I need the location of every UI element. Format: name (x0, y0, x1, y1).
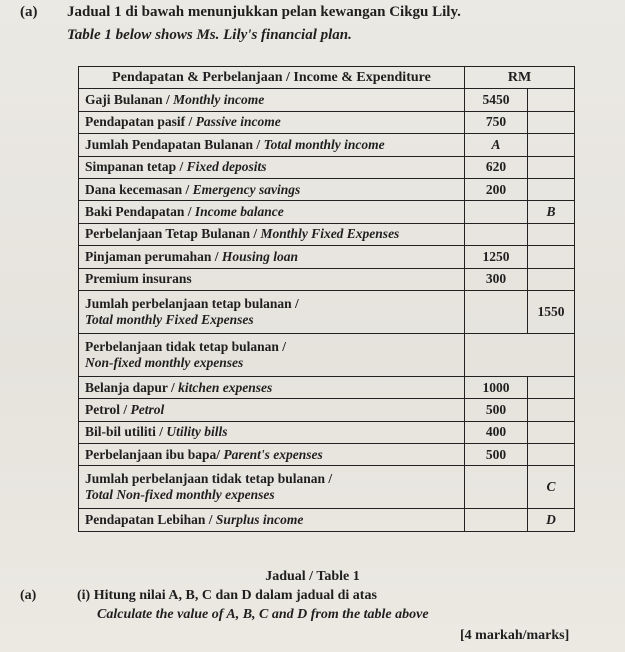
total-fixed-empty (465, 290, 528, 333)
row-value: 5450 (465, 89, 528, 111)
total-nonfixed-row (79, 466, 575, 509)
marks-label: [4 markah/marks] (460, 628, 570, 643)
table-row (79, 134, 575, 156)
financial-plan-table (78, 66, 575, 532)
row-en: Fixed deposits (186, 159, 267, 175)
row-en: Income balance (194, 204, 284, 220)
row-ms: Belanja dapur / (85, 379, 179, 395)
row-value: 620 (465, 156, 528, 178)
row-ms: Premium insurans (85, 271, 192, 287)
row-value-total (528, 178, 575, 200)
nonfixed-header-ms: Perbelanjaan tidak tetap bulanan / (85, 338, 287, 354)
row-value-total (528, 268, 575, 290)
task-label: (a) (20, 588, 37, 603)
row-value-total (528, 246, 575, 268)
table-row (79, 444, 575, 466)
row-value (465, 201, 528, 223)
intro-english: Table 1 below shows Ms. Lily's financial plan. (67, 27, 352, 43)
table-row (79, 89, 575, 111)
row-desc (79, 111, 465, 133)
row-desc (79, 421, 465, 443)
row-en: Monthly income (173, 92, 265, 108)
row-value-total (528, 376, 575, 398)
row-en: Monthly Fixed Expenses (260, 226, 400, 242)
row-ms: Perbelanjaan ibu bapa/ (85, 446, 224, 462)
row-desc (79, 223, 465, 245)
row-value: 400 (465, 421, 528, 443)
header-currency: RM (465, 67, 575, 89)
row-ms: Perbelanjaan Tetap Bulanan / (85, 226, 261, 242)
row-desc (79, 201, 465, 223)
table-row (79, 421, 575, 443)
row-desc (79, 178, 465, 200)
row-value-total (528, 421, 575, 443)
nonfixed-header-empty (465, 333, 575, 376)
nonfixed-header-en: Non-fixed monthly expenses (85, 354, 244, 370)
header-desc-en: Income & Expenditure (293, 69, 431, 85)
total-fixed-en: Total monthly Fixed Expenses (85, 311, 254, 327)
intro-malay: Jadual 1 di bawah menunjukkan pelan kewangan Cikgu Lily. (67, 4, 461, 20)
row-ms: Baki Pendapatan / (85, 204, 195, 220)
total-nonfixed-value: C (528, 466, 575, 509)
row-value: 500 (465, 399, 528, 421)
table-row (79, 376, 575, 398)
row-ms: Gaji Bulanan / (85, 92, 174, 108)
row-ms: Jumlah Pendapatan Bulanan / (85, 136, 264, 152)
total-fixed-desc (79, 290, 465, 333)
row-en: Petrol (130, 401, 165, 417)
surplus-empty (465, 509, 528, 531)
row-en: Passive income (195, 114, 281, 130)
total-nonfixed-en: Total Non-fixed monthly expenses (85, 487, 275, 503)
row-en: Housing loan (221, 248, 299, 264)
row-ms: Dana kecemasan / (85, 181, 193, 197)
surplus-value: D (528, 509, 575, 531)
row-en: kitchen expenses (178, 379, 273, 395)
row-value-total (528, 223, 575, 245)
total-nonfixed-empty (465, 466, 528, 509)
row-value: 300 (465, 268, 528, 290)
row-ms: Pinjaman perumahan / (85, 248, 222, 264)
header-description (79, 67, 465, 89)
surplus-ms: Pendapatan Lebihan / (85, 512, 216, 528)
surplus-row (79, 509, 575, 531)
row-value: A (465, 134, 528, 156)
row-en: Emergency savings (192, 181, 301, 197)
row-value: 1250 (465, 246, 528, 268)
total-nonfixed-ms: Jumlah perbelanjaan tidak tetap bulanan / (85, 471, 333, 487)
nonfixed-header-row (79, 333, 575, 376)
row-value-total: B (528, 201, 575, 223)
row-desc (79, 444, 465, 466)
task-english: Calculate the value of A, B, C and D from the table above (97, 607, 429, 622)
row-ms: Pendapatan pasif / (85, 114, 196, 130)
row-desc (79, 89, 465, 111)
table-caption: Jadual / Table 1 (265, 569, 360, 584)
row-ms: Petrol / (85, 401, 131, 417)
row-en: Total monthly income (263, 136, 385, 152)
table-row (79, 399, 575, 421)
total-fixed-ms: Jumlah perbelanjaan tetap bulanan / (85, 295, 299, 311)
row-value-total (528, 134, 575, 156)
table-row (79, 223, 575, 245)
table-row (79, 201, 575, 223)
table-header-row (79, 67, 575, 89)
nonfixed-header-desc (79, 333, 465, 376)
row-value-total (528, 156, 575, 178)
row-en: Parent's expenses (223, 446, 323, 462)
table-row (79, 156, 575, 178)
row-desc (79, 399, 465, 421)
row-desc (79, 134, 465, 156)
row-desc (79, 246, 465, 268)
row-value: 500 (465, 444, 528, 466)
row-desc (79, 156, 465, 178)
header-desc-ms: Pendapatan & Perbelanjaan / (112, 69, 294, 85)
row-desc (79, 268, 465, 290)
row-en: Utility bills (166, 424, 228, 440)
row-ms: Simpanan tetap / (85, 159, 187, 175)
table-row (79, 111, 575, 133)
question-label: (a) (20, 4, 38, 20)
table-row (79, 268, 575, 290)
table-row (79, 246, 575, 268)
row-value: 200 (465, 178, 528, 200)
row-value: 1000 (465, 376, 528, 398)
total-fixed-row (79, 290, 575, 333)
row-value-total (528, 444, 575, 466)
total-fixed-value: 1550 (528, 290, 575, 333)
surplus-desc (79, 509, 465, 531)
row-value: 750 (465, 111, 528, 133)
total-nonfixed-desc (79, 466, 465, 509)
surplus-en: Surplus income (215, 512, 304, 528)
row-value-total (528, 89, 575, 111)
task-malay: (i) Hitung nilai A, B, C dan D dalam jadual di atas (77, 588, 377, 603)
row-value-total (528, 111, 575, 133)
row-value-total (528, 399, 575, 421)
table-row (79, 178, 575, 200)
row-desc (79, 376, 465, 398)
row-ms: Bil-bil utiliti / (85, 424, 167, 440)
row-value (465, 223, 528, 245)
